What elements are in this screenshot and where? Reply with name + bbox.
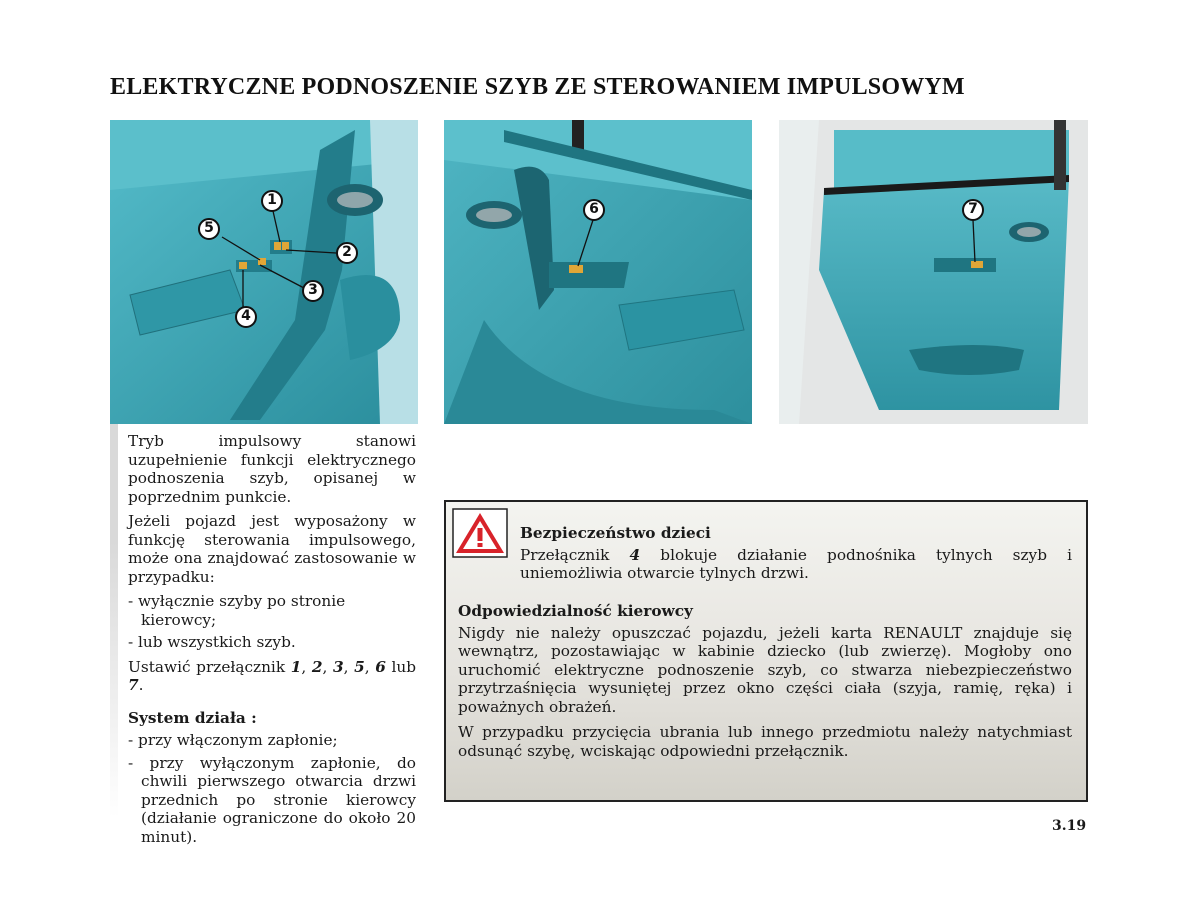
- bullet-ignition-on: - przy włączonym zapłonie;: [128, 731, 338, 749]
- callout-3: 3: [302, 280, 324, 302]
- page-number: 3.19: [1052, 818, 1087, 834]
- switch-number-3: 3: [332, 657, 344, 676]
- bullet-driver-only: - wyłącznie szyby po stronie kierowcy;: [128, 592, 346, 629]
- child-safety-heading: Bezpieczeństwo dzieci: [520, 524, 711, 542]
- warning-box: [444, 500, 1088, 802]
- callout-2: 2: [336, 242, 358, 264]
- page-title: ELEKTRYCZNE PODNOSZENIE SZYB ZE STEROWANIEM IMPULSOWYM: [110, 74, 965, 100]
- bullet-all-windows: - lub wszystkich szyb.: [128, 633, 296, 651]
- callout-4: 4: [235, 306, 257, 328]
- driver-responsibility-heading: Odpowiedzialność kierowcy: [458, 602, 693, 620]
- callout-5: 5: [198, 218, 220, 240]
- switch-number-6: 6: [375, 657, 386, 676]
- switch-paragraph: Ustawić przełącznik 1, 2, 3, 5, 6 lub 7.: [128, 657, 416, 694]
- bullet-ignition-off: - przy wyłączonym zapłonie, do chwili pierwszego otwarcia drzwi przednich po stronie kierowcy (działanie ograniczone do około 20 minut).: [128, 753, 416, 846]
- system-heading: System działa :: [128, 708, 257, 727]
- switch-number-5: 5: [354, 657, 365, 676]
- child-safety-text: Przełącznik 4 blokuje działanie podnośnika tylnych szyb i uniemożliwia otwarcie tylnych drzwi.: [520, 545, 1072, 582]
- switch-number-2: 2: [311, 657, 323, 676]
- passenger-door-photo: [444, 120, 752, 424]
- driver-door-photo: [110, 120, 418, 424]
- callout-6: 6: [583, 199, 605, 221]
- switch-number-1: 1: [290, 657, 302, 676]
- child-switch-number: 4: [629, 545, 641, 564]
- intro-paragraph: Tryb impulsowy stanowi uzupełnienie funkcji elektrycznego podnoszenia szyb, opisanej w poprzednim punkcie.: [128, 432, 416, 506]
- child-safety-section: [520, 524, 1072, 583]
- body-text: [128, 432, 416, 850]
- switch-number-7: 7: [128, 676, 139, 694]
- rear-door-photo: [779, 120, 1088, 424]
- driver-responsibility-section: [458, 602, 1072, 767]
- callout-1: 1: [261, 190, 283, 212]
- clothing-trap-text: W przypadku przycięcia ubrania lub innego przedmiotu należy natychmiast odsunąć szybę, wciskając odpowiedni przełącznik.: [458, 723, 1072, 760]
- warning-triangle-icon: [452, 508, 508, 558]
- function-paragraph: Jeżeli pojazd jest wyposażony w funkcję sterowania impulsowego, może ona znajdować zastosowanie w przypadku:: [128, 512, 416, 586]
- callout-7: 7: [962, 199, 984, 221]
- driver-responsibility-text: Nigdy nie należy opuszczać pojazdu, jeżeli karta RENAULT znajduje się wewnątrz, pozostawiając w kabinie dziecko (lub zwierzę). Mogłoby ono uruchomić elektryczne podnoszenie szyb, co stwarza niebezpieczeństwo przytrzaśnięcia wysuniętej przez okno części ciała (szyja, ramię, ręka) i poważnych obrażeń.: [458, 623, 1072, 716]
